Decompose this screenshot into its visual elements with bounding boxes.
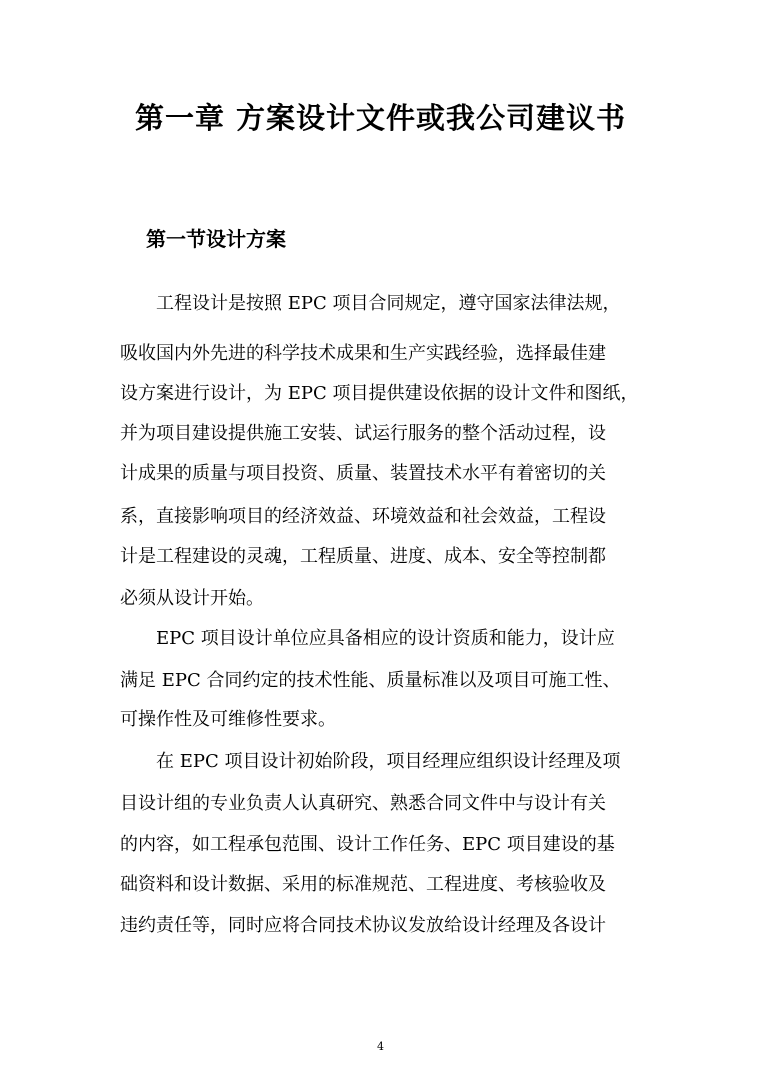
paragraph-line: 满足 EPC 合同约定的技术性能、质量标准以及项目可施工性、 xyxy=(120,670,621,691)
paragraph-line: 计是工程建设的灵魂，工程质量、进度、成本、安全等控制都 xyxy=(120,546,606,567)
paragraph-line: 系，直接影响项目的经济效益、环境效益和社会效益，工程设 xyxy=(120,506,606,527)
paragraph-line: 计成果的质量与项目投资、质量、装置技术水平有着密切的关 xyxy=(120,463,606,484)
paragraph-line: EPC 项目设计单位应具备相应的设计资质和能力，设计应 xyxy=(156,628,615,649)
paragraph-line: 工程设计是按照 EPC 项目合同规定，遵守国家法律法规， xyxy=(156,293,621,314)
paragraph-line: 吸收国内外先进的科学技术成果和生产实践经验，选择最佳建 xyxy=(120,343,606,364)
section-title: 第一节设计方案 xyxy=(146,227,286,251)
paragraph-line: 在 EPC 项目设计初始阶段，项目经理应组织设计经理及项 xyxy=(156,751,621,772)
paragraph-line: 目设计组的专业负责人认真研究、熟悉合同文件中与设计有关 xyxy=(120,793,606,814)
paragraph-line: 的内容，如工程承包范围、设计工作任务、EPC 项目建设的基 xyxy=(120,834,615,855)
paragraph-line: 并为项目建设提供施工安装、试运行服务的整个活动过程，设 xyxy=(120,423,606,444)
paragraph-line: 可操作性及可维修性要求。 xyxy=(120,709,336,730)
paragraph-line: 设方案进行设计，为 EPC 项目提供建设依据的设计文件和图纸， xyxy=(120,383,639,404)
paragraph-line: 违约责任等，同时应将合同技术协议发放给设计经理及各设计 xyxy=(120,915,606,936)
paragraph-line: 础资料和设计数据、采用的标准规范、工程进度、考核验收及 xyxy=(120,874,606,895)
page-number: 4 xyxy=(377,1040,384,1053)
paragraph-line: 必须从设计开始。 xyxy=(120,588,264,609)
chapter-title: 第一章 方案设计文件或我公司建议书 xyxy=(134,101,627,135)
